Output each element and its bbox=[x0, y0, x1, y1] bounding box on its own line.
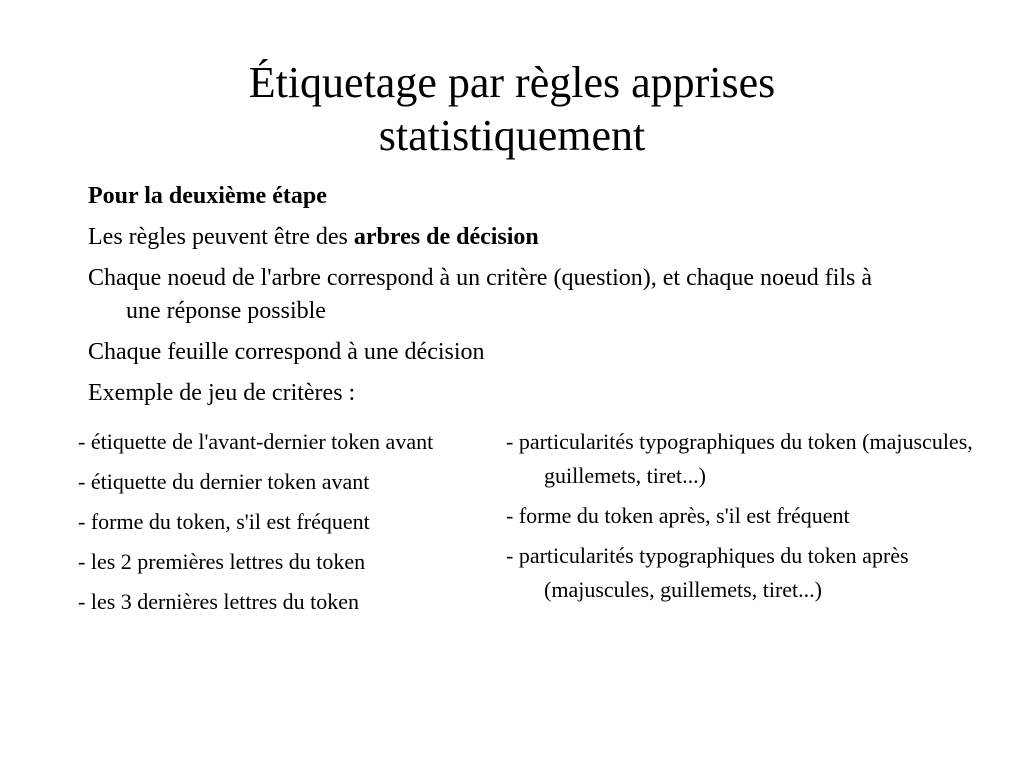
bullet-leaf-decision: Chaque feuille correspond à une décision bbox=[88, 339, 485, 365]
criteria-item: - particularités typographiques du token après (majuscules, guillemets, tiret...) bbox=[506, 543, 909, 602]
criteria-item: - forme du token après, s'il est fréquent bbox=[506, 503, 850, 528]
bullet-decision-trees-emphasis: arbres de décision bbox=[353, 224, 539, 250]
criteria-item: - les 3 dernières lettres du token bbox=[78, 589, 360, 614]
criteria-right-column bbox=[506, 425, 976, 613]
bullet-list bbox=[88, 180, 908, 418]
bullet-node-criterion: Chaque noeud de l'arbre correspond à un critère (question), et chaque noeud fils à une réponse possible bbox=[88, 265, 873, 324]
criteria-item: - particularités typographiques du token (majuscules, guillemets, tiret...) bbox=[506, 429, 973, 488]
criteria-item: - étiquette du dernier token avant bbox=[78, 469, 370, 494]
bullet-heading: Pour la deuxième étape bbox=[88, 183, 327, 209]
criteria-item: - étiquette de l'avant-dernier token avant bbox=[78, 429, 434, 454]
bullet-decision-trees bbox=[88, 221, 908, 254]
bullet-criteria-example: Exemple de jeu de critères : bbox=[88, 380, 356, 406]
criteria-item: - forme du token, s'il est fréquent bbox=[78, 509, 370, 534]
slide-title bbox=[0, 56, 1024, 162]
bullet-decision-trees-text: Les règles peuvent être des bbox=[88, 224, 354, 250]
slide-title-line-2: statistiquement bbox=[378, 111, 646, 160]
criteria-left-column bbox=[78, 425, 488, 625]
criteria-item: - les 2 premières lettres du token bbox=[78, 549, 366, 574]
slide-title-line-1: Étiquetage par règles apprises bbox=[248, 58, 776, 107]
